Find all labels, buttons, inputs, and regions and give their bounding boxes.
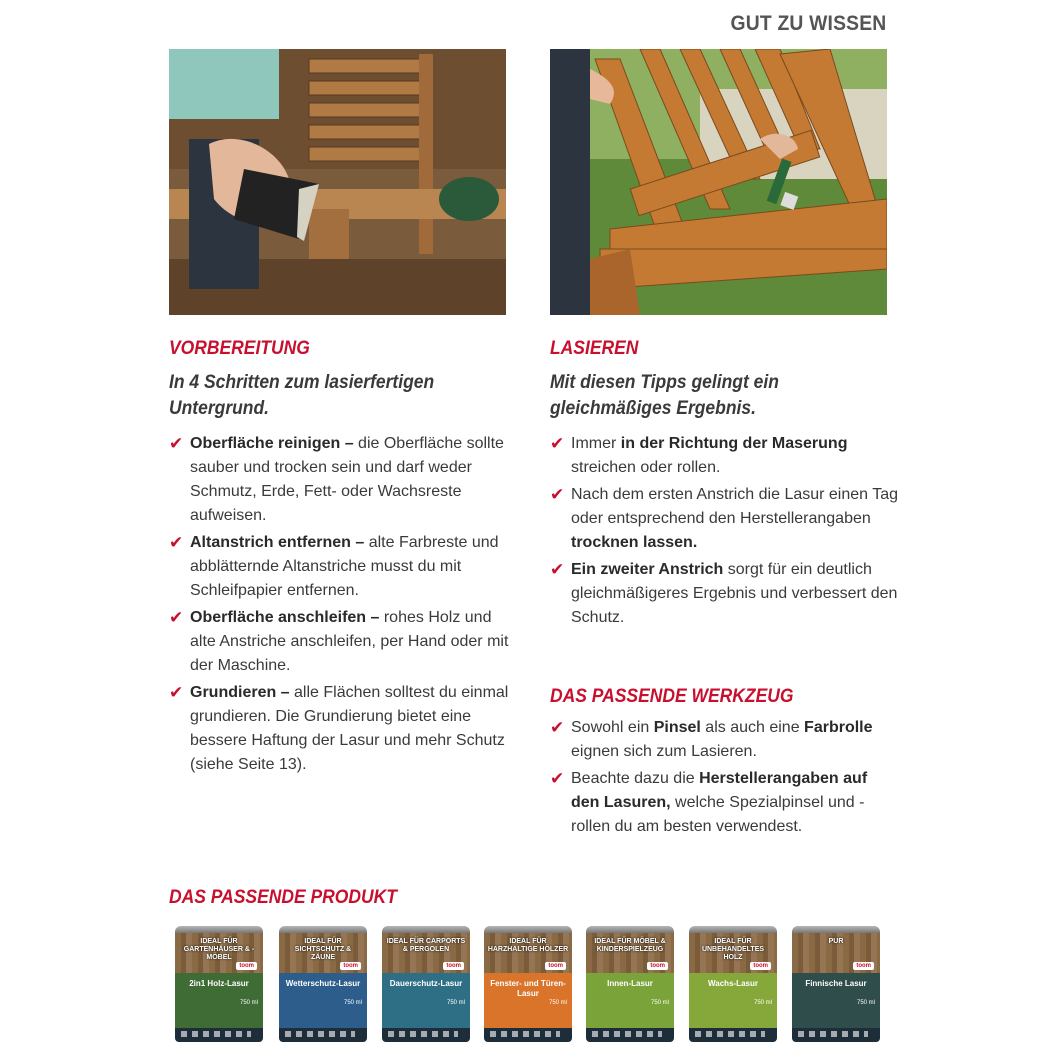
check-icon: ✔ bbox=[169, 434, 184, 453]
check-icon: ✔ bbox=[169, 533, 184, 552]
list-item: ✔ Grundieren – alle Flächen solltest du einmal grundieren. Die Grundierung bietet eine bessere Haftung der Lasur und mehr Schutz (siehe Seite 13). bbox=[169, 683, 509, 773]
product-cans bbox=[175, 926, 887, 1044]
list-item: ✔ Altanstrich entfernen – alte Farbreste und abblätternde Altanstriche musst du mit Schleifpapier entfernen. bbox=[169, 533, 499, 599]
product-can[interactable]: IDEAL FÜR UNBEHANDELTES HOLZ toom Wachs-Lasur 750 ml bbox=[689, 926, 777, 1042]
check-icon: ✔ bbox=[550, 769, 565, 788]
preparation-heading: VORBEREITUNG bbox=[169, 338, 310, 359]
check-icon: ✔ bbox=[550, 485, 565, 504]
product-section bbox=[169, 885, 889, 911]
product-can[interactable]: IDEAL FÜR HARZHALTIGE HÖLZER toom Fenster- und Türen-Lasur 750 ml bbox=[484, 926, 572, 1042]
check-icon: ✔ bbox=[169, 683, 184, 702]
product-can[interactable]: IDEAL FÜR SICHTSCHUTZ & ZÄUNE toom Wetterschutz-Lasur 750 ml bbox=[279, 926, 367, 1042]
list-item: ✔ Sowohl ein Pinsel als auch eine Farbrolle eignen sich zum Lasieren. bbox=[550, 718, 873, 760]
list-item: ✔ Ein zweiter Anstrich sorgt für ein deutlich gleichmäßigeres Ergebnis und verbessert den Schutz. bbox=[550, 560, 898, 626]
glazing-list bbox=[550, 432, 900, 630]
check-icon: ✔ bbox=[550, 718, 565, 737]
tools-list bbox=[550, 716, 900, 839]
brushing-photo bbox=[550, 49, 887, 315]
list-item: ✔ Immer in der Richtung der Maserung streichen oder rollen. bbox=[550, 434, 848, 476]
glazing-heading: LASIEREN bbox=[550, 338, 639, 359]
list-item: ✔ Beachte dazu die Herstellerangaben auf den Lasuren, welche Spezialpinsel und -rollen du am besten verwendest. bbox=[550, 769, 868, 835]
product-can[interactable]: PUR toom Finnische Lasur 750 ml bbox=[792, 926, 880, 1042]
preparation-list bbox=[169, 432, 519, 777]
product-can[interactable]: IDEAL FÜR MÖBEL & KINDERSPIELZEUG toom Innen-Lasur 750 ml bbox=[586, 926, 674, 1042]
preparation-subheading: In 4 Schritten zum lasierfertigen Untergrund. bbox=[169, 372, 435, 419]
check-icon: ✔ bbox=[169, 608, 184, 627]
product-can[interactable]: IDEAL FÜR CARPORTS & PERGOLEN toom Dauerschutz-Lasur 750 ml bbox=[382, 926, 470, 1042]
product-can[interactable]: IDEAL FÜR GARTENHÄUSER & -MÖBEL toom 2in1 Holz-Lasur 750 ml bbox=[175, 926, 263, 1042]
product-heading: DAS PASSENDE PRODUKT bbox=[169, 887, 397, 908]
tools-heading: DAS PASSENDE WERKZEUG bbox=[550, 686, 794, 707]
list-item: ✔ Oberfläche reinigen – die Oberfläche sollte sauber und trocken sein und darf weder Schmutz, Erde, Fett- oder Wachsreste aufweisen. bbox=[169, 434, 504, 524]
list-item: ✔ Nach dem ersten Anstrich die Lasur einen Tag oder entsprechend den Herstellerangaben trocknen lassen. bbox=[550, 485, 899, 551]
sanding-photo bbox=[169, 49, 506, 315]
list-item: ✔ Oberfläche anschleifen – rohes Holz und alte Anstriche anschleifen, per Hand oder mit der Maschine. bbox=[169, 608, 509, 674]
preparation-section bbox=[169, 336, 519, 780]
page-title: GUT ZU WISSEN bbox=[730, 12, 886, 35]
check-icon: ✔ bbox=[550, 560, 565, 579]
check-icon: ✔ bbox=[550, 434, 565, 453]
tools-section bbox=[550, 684, 900, 842]
glazing-section bbox=[550, 336, 900, 633]
glazing-subheading: Mit diesen Tipps gelingt ein gleichmäßiges Ergebnis. bbox=[550, 372, 779, 419]
